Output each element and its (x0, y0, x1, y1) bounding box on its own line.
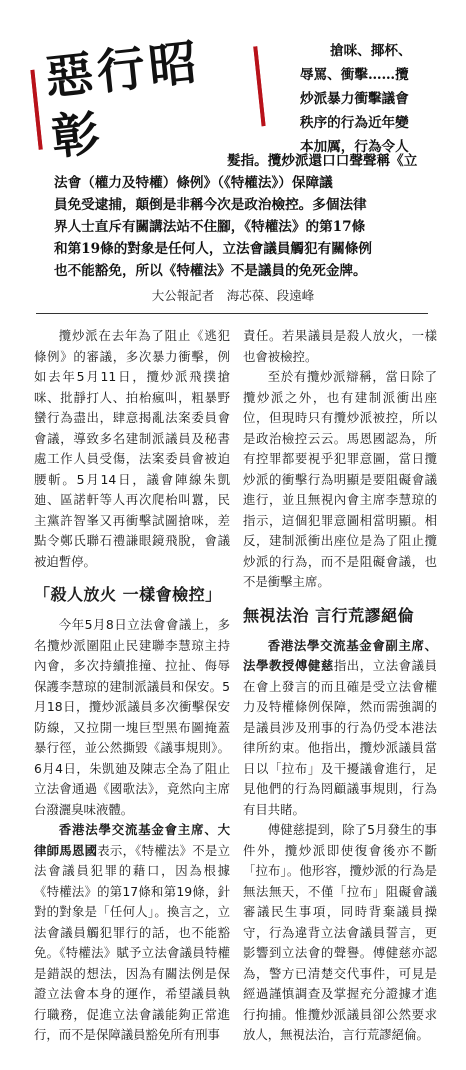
lead-line: 秩序的行為近年變 (300, 115, 409, 131)
lead-line: 髮指。攬炒派還口口聲聲稱《立 (227, 153, 418, 169)
body-paragraph: 今年5月8日立法會會議上，多名攬炒派圍阻止民建聯李慧琼主持內會，多次持續推撞、拉扯、侮辱保護李慧琼的建制派議員和保安。5月18日，攬炒派議員多次衝擊保安防線，又拉開一塊巨型黑布圖掩蓋暴行徑，並公然撕毀《議事規則》。6月4日，朱凱廸及陳志全為了阻止立法會通過《國歌法》，竟然向主席台潑灑臭味液體。 (34, 617, 230, 817)
lead-line: 也不能豁免，所以《特權法》不是議員的免死金牌。 (54, 263, 367, 279)
right-column (243, 326, 437, 1046)
lead-line: 和第19條的對象是任何人，立法會議員觸犯有關條例 (54, 241, 372, 257)
headline: 惡行昭彰 (32, 27, 263, 169)
body-paragraph: 攬炒派在去年為了阻止《逃犯條例》的審議，多次暴力衝擊，例如去年5月11日，攬炒派飛撲搶咪、批靜打人、拍枱瘋叫，粗暴野蠻行為盡出，肆意揭亂法案委員會會議，導致多名建制派議員及秘書處工作人員受傷，法案委員會被迫腰斬。5月14日，議會陣線朱凱廸、區諾軒等人再次爬枱叫囂，民主黨許智峯又再衝擊試圖搶咪，差點令鄭氏聯石禮謙眼鏡飛脫，會議被迫暫停。 (34, 328, 230, 569)
lead-line: 搶咪、揶杯、 (330, 43, 412, 59)
lead-line: 本加厲，行為令人 (300, 139, 409, 155)
paragraph-text: 表示，《特權法》不是立法會議員犯罪的藉口，因為根據《特權法》的第17條和第19條，針對的對象是「任何人」。換言之，立法會議員觸犯罪行的話，也不能豁免。《特權法》賦予立法會議員特權是錯誤的想法，因為有關法例是保證立法會本身的運作，希望議員執行職務，促進立法會議能夠正常進行，而不是保障議員豁免所有刑事 (34, 842, 230, 1042)
paragraph-text: 指出，立法會議員在會上發言的而且確是受立法會權力及特權條例保障，然而需強調的是議員涉及刑事的行為仍受本港法律所約束。他指出，攬炒派議員當日以「拉布」及干擾議會進行，足見他們的行為罔顧議事規則，行為有目共睹。 (243, 658, 438, 817)
lead-line: 法會（權力及特權）條例》（《特權法》）保障議 (54, 175, 333, 191)
headline-stamp (30, 34, 265, 167)
left-column (34, 326, 230, 1046)
byline: 大公報記者 海芯葆、段遠峰 (151, 288, 315, 303)
subheading: 「殺人放火 一樣會檢控」 (34, 585, 222, 604)
body-paragraph: 傅健慈提到，除了5月發生的事件外，攬炒派即使復會後亦不斷「拉布」。他形容，攬炒派的行為是無法無天，不僅「拉布」阻礙會議審議民生事項，同時背棄議員操守，行為違背立法會議員誓言，更影響到立法會的聲譽。傅健慈亦認為，警方已清楚交代事件，可見是經過謹慎調查及掌握充分證據才進行拘捕。惟攬炒派議員卻公然要求放人，無視法治，言行荒謬絕倫。 (243, 822, 437, 1042)
subheading: 無視法治 言行荒謬絕倫 (243, 605, 415, 625)
speaker-name: 香港法學交流基金會副主席、法學教授傅健慈 (243, 637, 437, 673)
lead-line: 界人士直斥有關講法站不住腳，《特權法》的第17條 (54, 219, 366, 235)
divider (36, 313, 428, 314)
body-paragraph: 責任。若果議員是殺人放火，一樣也會被檢控。 (243, 328, 437, 364)
body-paragraph (243, 636, 437, 821)
body-paragraph (34, 820, 230, 1046)
speaker-name: 香港法學交流基金會主席、大律師馬恩國 (34, 822, 230, 858)
lead-line: 炒派暴力衝擊議會 (300, 91, 409, 107)
lead-line: 辱罵、衝擊……攬 (300, 67, 409, 83)
lead-line: 員免受逮捕，顛倒是非稱今次是政治檢控。多個法律 (54, 197, 367, 213)
body-paragraph: 至於有攬炒派辯稱，當日除了攬炒派之外，也有建制派衝出座位，但現時只有攬炒派被控，所以是政治檢控云云。馬恩國認為，所有控罪都要視乎犯罪意圖，當日攬炒派的衝擊行為明顯是要阻礙會議進行，並且無視內會主席李慧琼的指示，這個犯罪意圖相當明顯。相反，建制派衝出座位是為了阻止攬炒派的行為，而不是阻礙會議，也不是衝擊主席。 (243, 369, 437, 589)
